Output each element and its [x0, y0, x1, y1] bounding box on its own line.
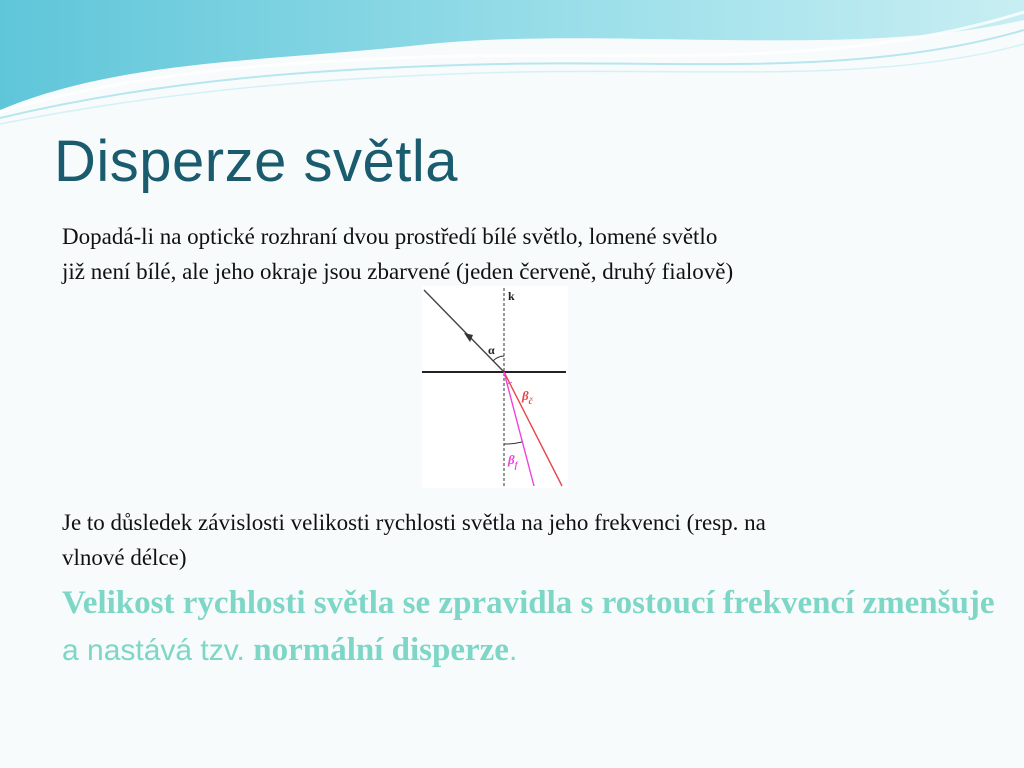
header-wave-decoration: [0, 0, 1024, 130]
highlight-end: .: [508, 634, 518, 667]
normal-label: k: [508, 289, 515, 303]
beta-violet-label: $\beta_f$: [508, 452, 518, 470]
refraction-diagram: [422, 286, 568, 488]
intro-paragraph: [62, 219, 962, 289]
highlight-normal: a nastává tzv.: [62, 634, 254, 667]
intro-line-2: již není bílé, ale jeho okraje jsou zbarvené (jeden červeně, druhý fialově): [62, 259, 734, 284]
explanation-line-1: Je to důsledek závislosti velikosti rychlosti světla na jeho frekvenci (resp. na: [62, 510, 766, 535]
explanation-line-2: vlnové délce): [62, 545, 187, 570]
alpha-label: α: [488, 343, 495, 357]
intro-line-1: Dopadá-li na optické rozhraní dvou prostředí bílé světlo, lomené světlo: [62, 224, 718, 249]
highlight-bold-1: Velikost rychlosti světla se zpravidla s rostoucí frekvencí zmenšuje: [62, 585, 995, 621]
explanation-paragraph: [62, 505, 962, 575]
slide-title: Disperze světla: [54, 129, 458, 194]
diagram-background: [422, 286, 568, 488]
beta-red-label: $\beta_č$: [522, 388, 533, 406]
highlight-statement: [62, 580, 1012, 674]
highlight-bold-2: normální disperze: [253, 632, 509, 668]
